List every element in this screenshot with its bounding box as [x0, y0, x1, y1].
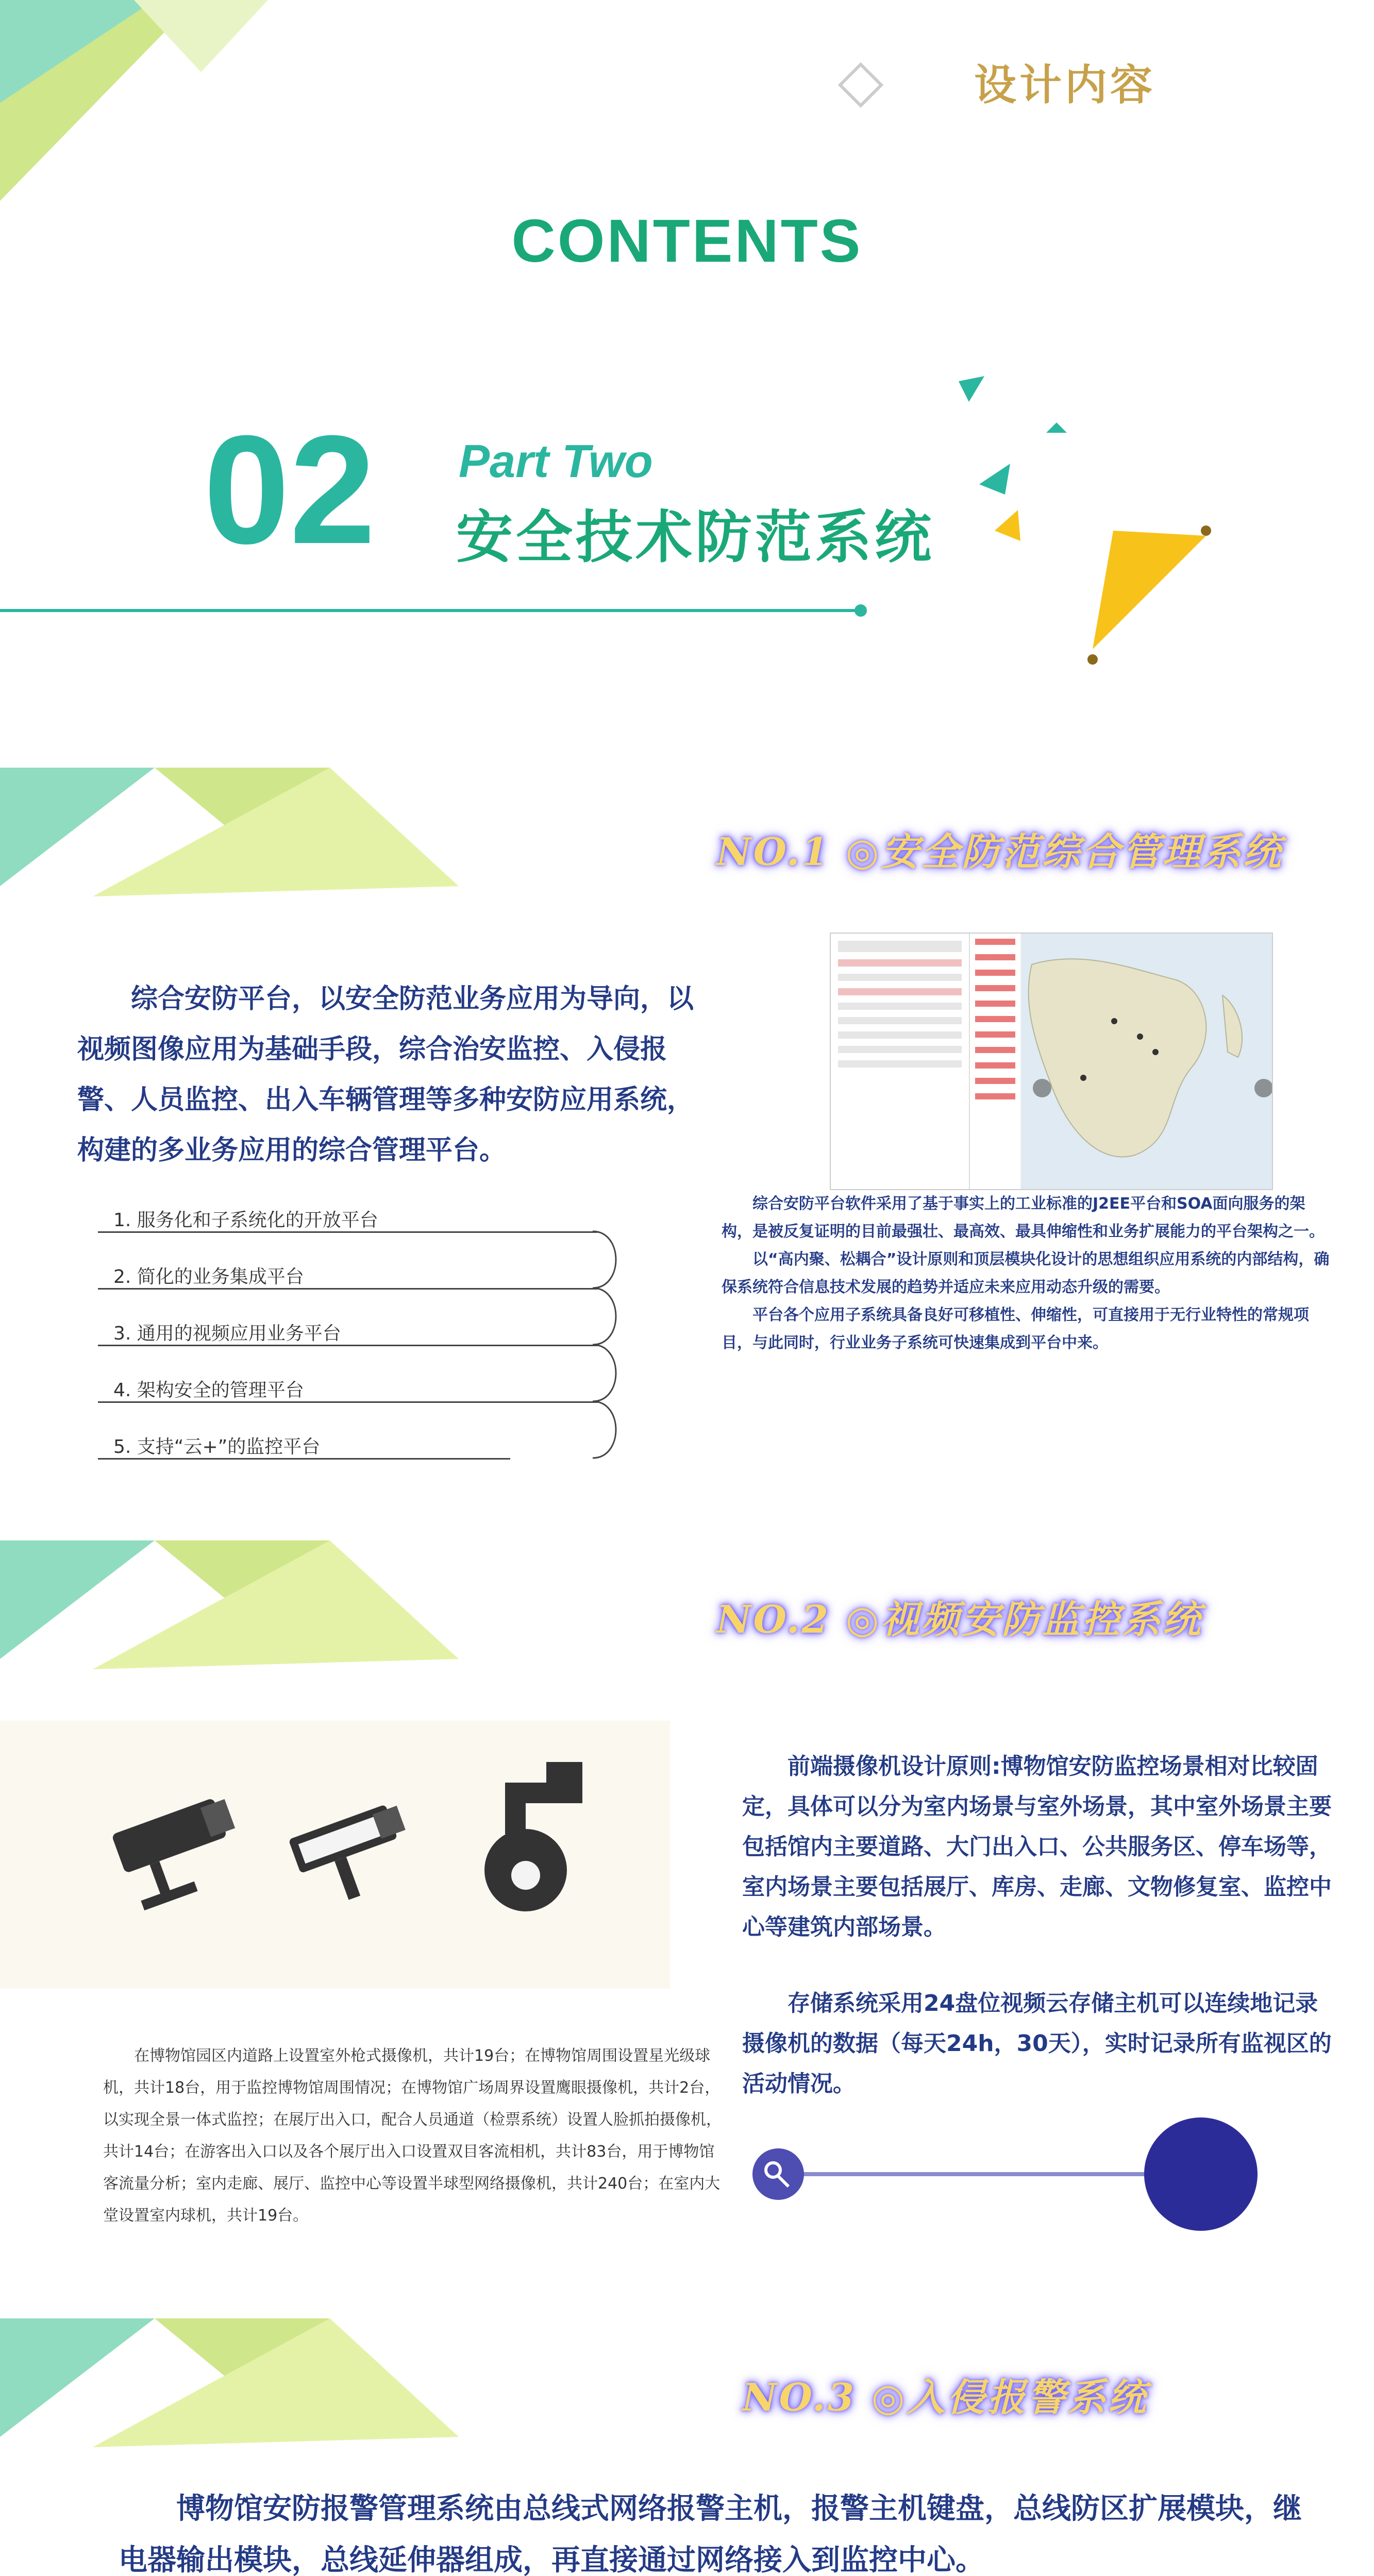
contents-heading: CONTENTS [511, 207, 863, 275]
s2-para-1: 前端摄像机设计原则:博物馆安防监控场景相对比较固定，具体可以分为室内场景与室外场景，其中室外场景主要包括馆内主要道路、大门出入口、公共服务区、停车场等，室内场景主要包括展厅、库房、走廊、文物修复室、监控中心等建筑内部场景。 [742, 1753, 1332, 1940]
s3-intro: 博物馆安防报警管理系统由总线式网络报警主机，报警主机键盘，总线防区扩展模块，继电器输出模块，总线延伸器组成，再直接通过网络接入到监控中心。 [119, 2492, 1302, 2576]
s3-title: NO.3 ◎入侵报警系统 [742, 2376, 1148, 2420]
s1-para-2: 以“高内聚、松耦合”设计原则和顶层模块化设计的思想组织应用系统的内部结构，确保系统符合信息技术发展的趋势并适应未来应用动态升级的需要。 [722, 1250, 1330, 1296]
s1-steps [98, 1195, 706, 1484]
s1-para-3: 平台各个应用子系统具备良好可移植性、伸缩性，可直接用于无行业特性的常规项目，与此同时，行业业务子系统可快速集成到平台中来。 [722, 1306, 1309, 1352]
platform-screenshot [830, 933, 1273, 1190]
s1-title: NO.1 ◎安全防范综合管理系统 [716, 830, 1283, 874]
dome-camera-icon [484, 1762, 618, 1927]
s1-step-5: 5. 支持“云+”的监控平台 [113, 1436, 321, 1458]
s1-intro: 综合安防平台，以安全防范业务应用为导向，以视频图像应用为基础手段，综合治安监控、入侵报警、人员监控、出入车辆管理等多种安防应用系统，构建的多业务应用的综合管理平台。 [77, 984, 694, 1166]
header-icon [830, 54, 892, 116]
header-divider [0, 603, 876, 618]
s1-step-3: 3. 通用的视频应用业务平台 [113, 1323, 341, 1344]
section-number: 02 [204, 403, 376, 576]
header-deco-triangles [938, 361, 1227, 680]
s1-corner-triangles [0, 768, 464, 922]
s2-title: NO.2 ◎视频安防监控系统 [716, 1598, 1203, 1642]
part-cn: 安全技术防范系统 [456, 504, 934, 570]
s1-step-4: 4. 架构安全的管理平台 [113, 1380, 304, 1401]
box-camera-icon [268, 1767, 433, 1922]
key-timeline-graphic [737, 2112, 1304, 2236]
s1-step-2: 2. 简化的业务集成平台 [113, 1266, 304, 1287]
s3-corner-triangles [0, 2318, 464, 2473]
s2-small-text: 在博物馆园区内道路上设置室外枪式摄像机，共计19台；在博物馆周围设置星光级球机，共计18台，用于监控博物馆周围情况；在博物馆广场周界设置鹰眼摄像机，共计2台，以实现全景一体式监控；在展厅出入口，配合人员通道（检票系统）设置人脸抓拍摄像机，共计14台；在游客出入口以及各个展厅出入口设置双目客流相机，共计83台，用于博物馆客流量分析；室内走廊、展厅、监控中心等设置半球型网络摄像机，共计240台；在室内大堂设置室内球机，共计19台。 [103, 2047, 722, 2225]
design-label: 设计内容 [974, 60, 1156, 110]
s1-para-1: 综合安防平台软件采用了基于事实上的工业标准的J2EE平台和SOA面向服务的架构，是被反复证明的目前最强壮、最高效、最具伸缩性和业务扩展能力的平台架构之一。 [722, 1195, 1325, 1241]
bullet-camera-icon [93, 1767, 258, 1922]
s2-para-2: 存储系统采用24盘位视频云存储主机可以连续地记录摄像机的数据（每天24h，30天），实时记录所有监视区的活动情况。 [742, 1990, 1332, 2097]
camera-icons-panel [0, 1721, 670, 1989]
s2-corner-triangles [0, 1540, 464, 1695]
s1-step-1: 1. 服务化和子系统化的开放平台 [113, 1210, 378, 1231]
s1-paragraphs [722, 1190, 1330, 1357]
part-en: Part Two [459, 436, 653, 487]
header-corner-triangles [0, 0, 268, 216]
